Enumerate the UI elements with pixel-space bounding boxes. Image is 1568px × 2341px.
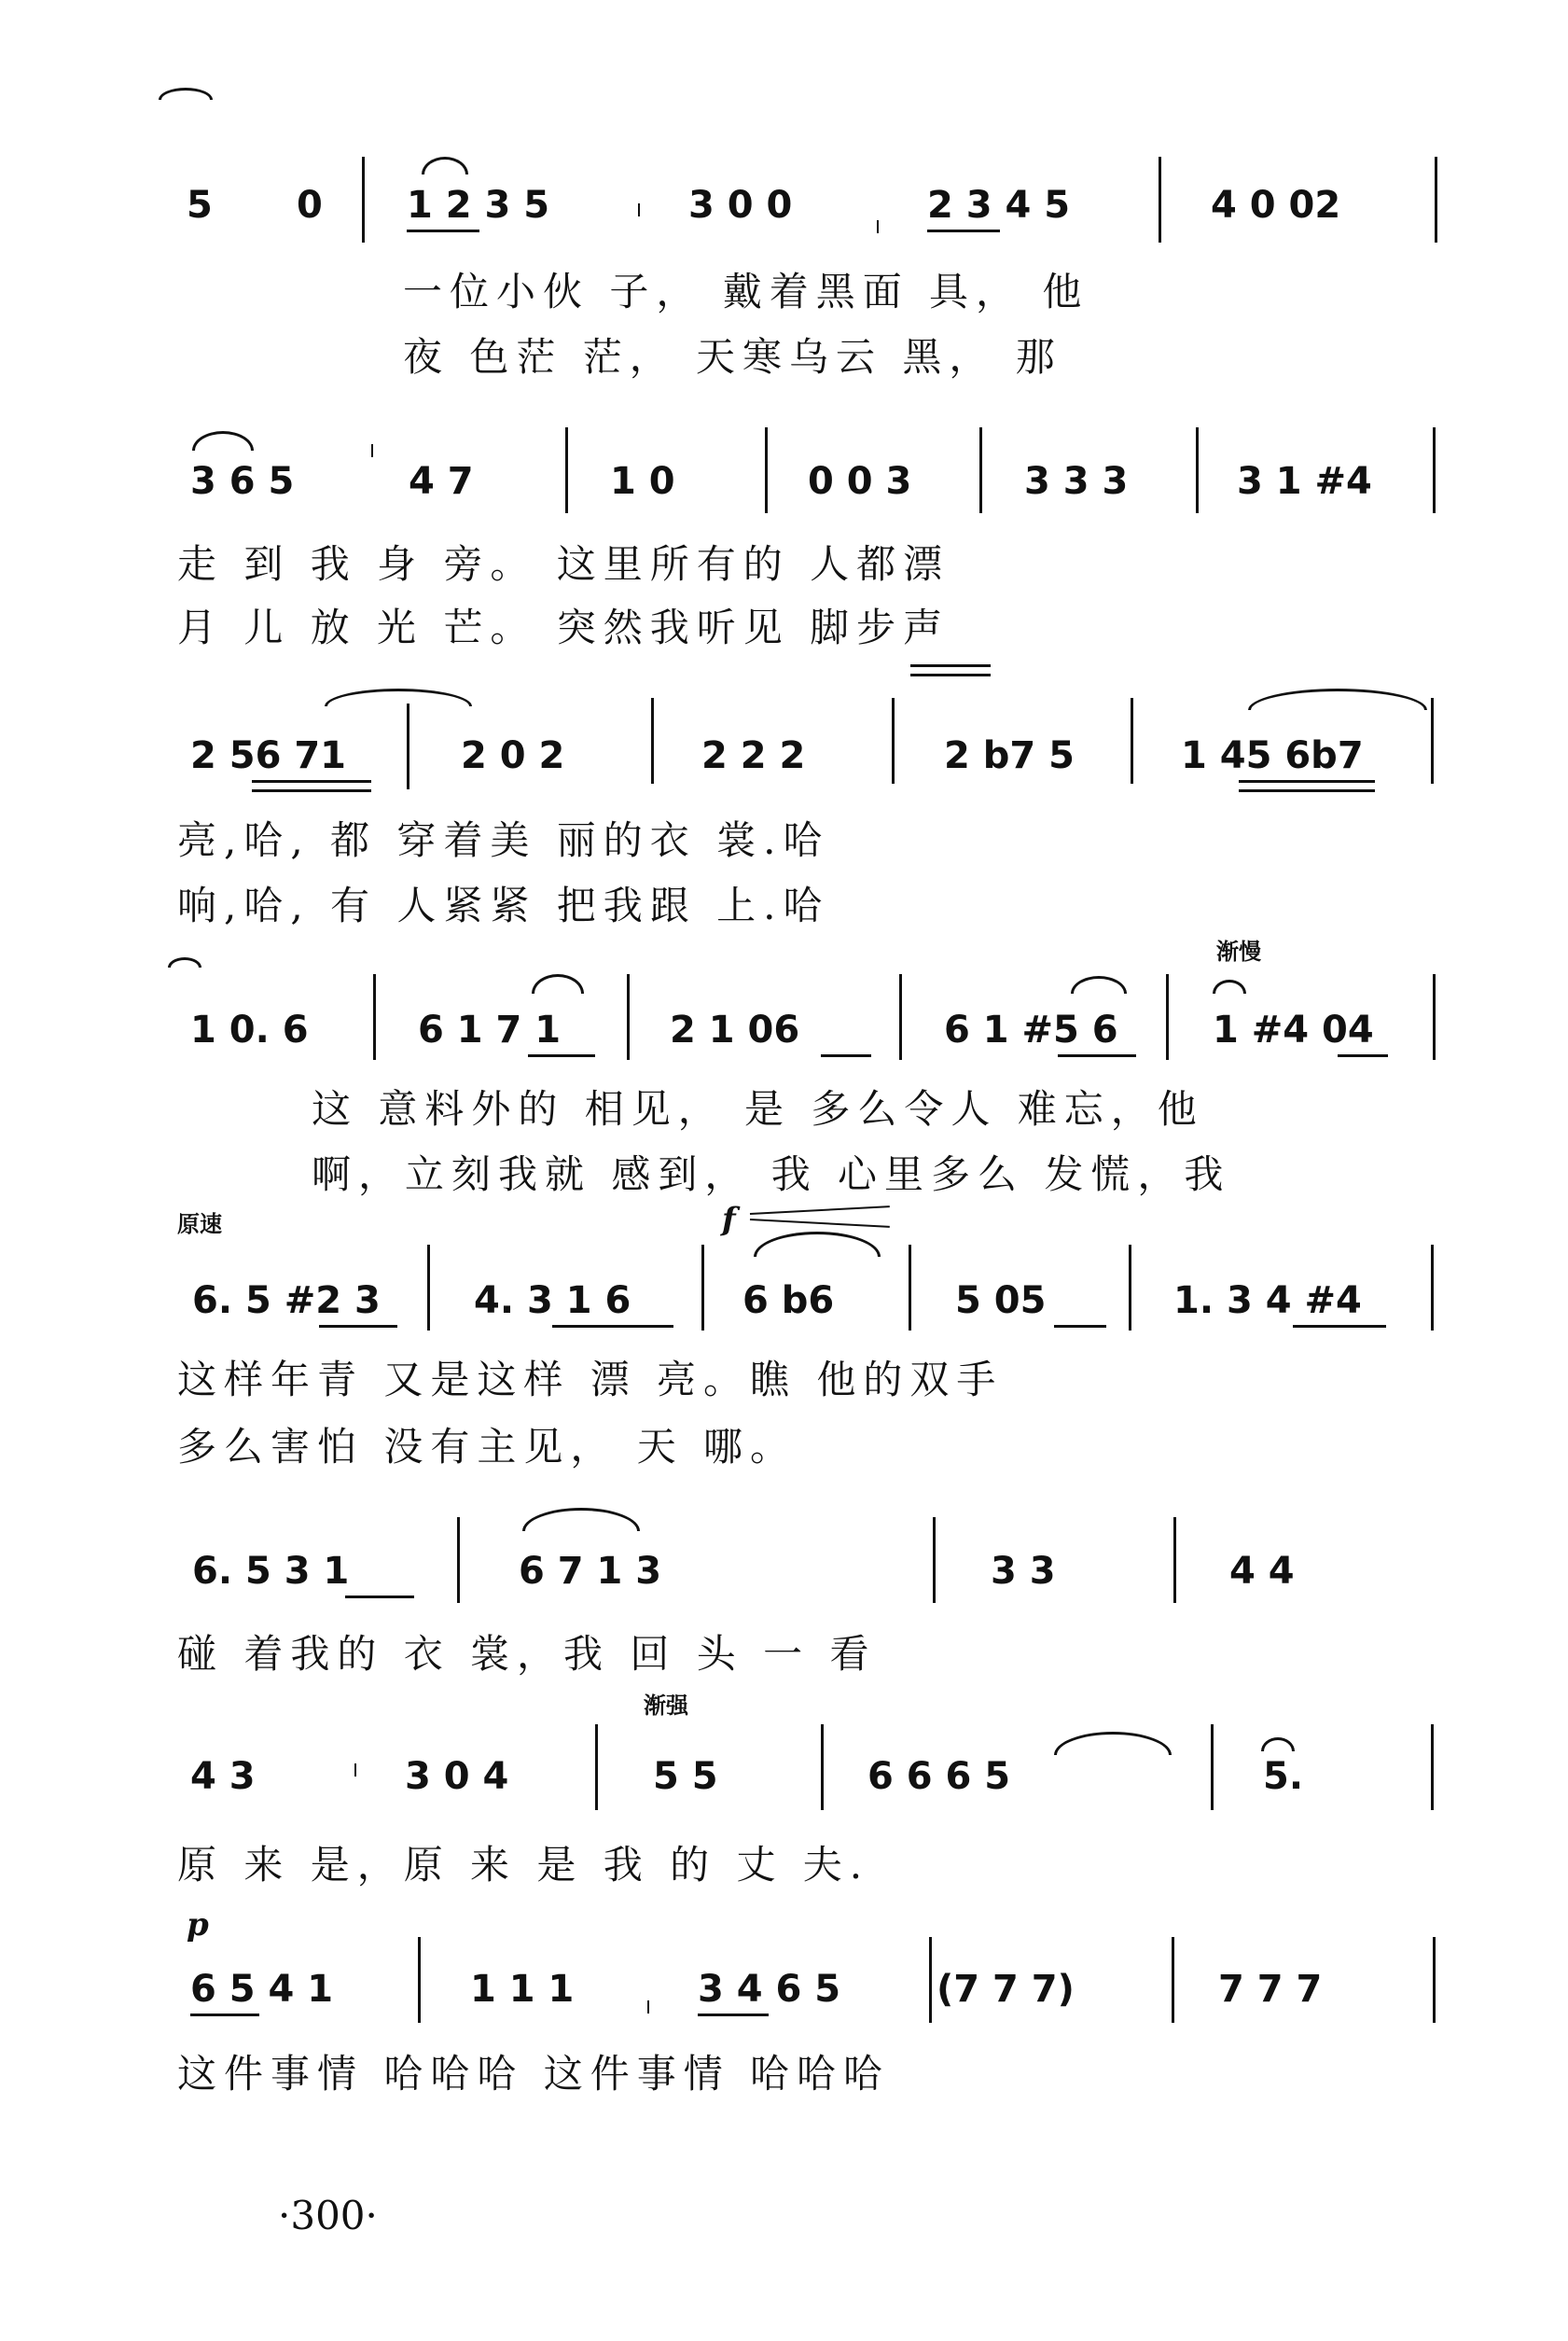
slur (325, 689, 472, 706)
barline (457, 1517, 460, 1603)
notes-measure: 1 1 1 (470, 1968, 575, 2011)
lyrics-verse-1: 碰 着我的 衣 裳，我 回 头 一 看 (177, 1631, 877, 1677)
barline (407, 704, 409, 789)
beam (528, 1054, 595, 1057)
dotted-barline (371, 444, 373, 457)
notes-measure: 3 3 (991, 1550, 1056, 1593)
barline (892, 698, 895, 784)
slur (192, 431, 254, 451)
notes-measure: 4. 3 1 6 (474, 1279, 631, 1322)
lyrics-verse-2: 啊，立刻我就 感到， 我 心里多么 发慌，我 (312, 1151, 1231, 1197)
notes-measure: 1 0 (610, 460, 675, 503)
barline (1159, 157, 1161, 243)
notes-measure: 0 (297, 184, 323, 227)
beam (1239, 780, 1375, 783)
barline (979, 427, 982, 513)
notes-measure: 2 1 06 (670, 1009, 800, 1052)
barline (651, 698, 654, 784)
beam (1054, 1325, 1106, 1328)
slur (1248, 689, 1427, 710)
notes-measure: 6 b6 (742, 1279, 835, 1322)
slur (422, 157, 468, 174)
barline (627, 974, 630, 1060)
tempo-mark: 渐强 (644, 1693, 688, 1719)
slur (159, 88, 213, 100)
barline (1431, 1724, 1434, 1810)
notes-measure: 3 3 3 (1024, 460, 1129, 503)
fermata (1261, 1737, 1295, 1751)
lyrics-verse-1: 原 来 是，原 来 是 我 的 丈 夫. (177, 1842, 870, 1888)
beam (252, 789, 371, 792)
beam (345, 1596, 414, 1598)
barline (1129, 1245, 1131, 1331)
notes-measure: 5. (1263, 1755, 1304, 1798)
beam (407, 230, 479, 232)
barline (929, 1937, 932, 2023)
notes-measure: 4 7 (409, 460, 474, 503)
dotted-barline (354, 1763, 356, 1777)
notes-measure: 6 5 4 1 (190, 1968, 334, 2011)
lyric-underline (910, 674, 991, 676)
notes-measure: 2 b7 5 (944, 734, 1075, 777)
dotted-barline (877, 220, 879, 233)
notes-measure: 3 6 5 (190, 460, 295, 503)
barline (1196, 427, 1199, 513)
lyrics-verse-1: 这 意料外的 相见， 是 多么令人 难忘，他 (312, 1086, 1204, 1132)
notes-measure: 6 1 7 1 (418, 1009, 562, 1052)
dynamic-mark: p (187, 1906, 209, 1944)
notes-measure: 6 1 #5 6 (944, 1009, 1118, 1052)
barline (362, 157, 365, 243)
barline (565, 427, 568, 513)
notes-measure: 6. 5 3 1 (192, 1550, 350, 1593)
notes-measure: 6. 5 #2 3 (192, 1279, 381, 1322)
beam (252, 780, 371, 783)
barline (1431, 698, 1434, 784)
dotted-barline (638, 203, 640, 216)
tempo-mark: 原速 (177, 1211, 222, 1237)
barline (1433, 1937, 1436, 2023)
notes-measure: 3 0 4 (405, 1755, 509, 1798)
barline (1433, 974, 1436, 1060)
slur (1071, 976, 1127, 994)
barline (427, 1245, 430, 1331)
lyrics-verse-1: 这件事情 哈哈哈 这件事情 哈哈哈 (177, 2051, 891, 2097)
notes-measure: 4 3 (190, 1755, 256, 1798)
barline (1435, 157, 1437, 243)
notes-measure: 2 2 2 (701, 734, 806, 777)
barline (1433, 427, 1436, 513)
beam (1338, 1054, 1388, 1057)
barline (595, 1724, 598, 1810)
notes-measure: 3 1 #4 (1237, 460, 1372, 503)
dotted-barline (647, 2000, 649, 2014)
beam (319, 1325, 397, 1328)
beam (927, 230, 1000, 232)
barline (933, 1517, 936, 1603)
barline (899, 974, 902, 1060)
slur (1054, 1732, 1172, 1755)
notes-measure: 1. 3 4 #4 (1173, 1279, 1362, 1322)
notes-measure: 1 2 3 5 (407, 184, 550, 227)
beam (1239, 789, 1375, 792)
beam (552, 1325, 673, 1328)
fermata (1213, 980, 1246, 994)
notes-measure: 5 (187, 184, 213, 227)
notes-measure: 0 0 3 (808, 460, 912, 503)
barline (418, 1937, 421, 2023)
barline (821, 1724, 824, 1810)
notes-measure: 3 4 6 5 (698, 1968, 841, 2011)
notes-measure: 1 45 6b7 (1181, 734, 1364, 777)
lyrics-verse-2: 夜 色茫 茫， 天寒乌云 黑， 那 (403, 334, 1062, 380)
notes-measure: 4 0 02 (1211, 184, 1341, 227)
notes-measure: 5 5 (653, 1755, 718, 1798)
dynamic-mark: f (722, 1201, 736, 1238)
slur (532, 974, 584, 994)
notes-measure: 1 #4 04 (1213, 1009, 1374, 1052)
barline (1211, 1724, 1214, 1810)
barline (1131, 698, 1133, 784)
notes-measure: 3 0 0 (688, 184, 793, 227)
tempo-mark: 渐慢 (1216, 939, 1261, 965)
lyrics-verse-2: 月 儿 放 光 芒。 突然我听见 脚步声 (177, 605, 951, 650)
lyrics-verse-1: 一位小伙 子， 戴着黑面 具， 他 (403, 269, 1089, 314)
barline (909, 1245, 911, 1331)
notes-measure: 7 7 7 (1218, 1968, 1323, 2011)
slur (168, 957, 201, 968)
lyric-underline (910, 664, 991, 667)
beam (190, 2014, 259, 2016)
beam (1293, 1325, 1386, 1328)
notes-measure: 2 0 2 (461, 734, 565, 777)
barline (1173, 1517, 1176, 1603)
lyrics-verse-1: 亮,哈, 都 穿着美 丽的衣 裳.哈 (177, 817, 830, 863)
barline (373, 974, 376, 1060)
lyrics-verse-1: 这样年青 又是这样 漂 亮。瞧 他的双手 (177, 1357, 1004, 1402)
notes-measure: 2 3 4 5 (927, 184, 1071, 227)
beam (1058, 1054, 1136, 1057)
beam (821, 1054, 871, 1057)
notes-measure: 6 7 1 3 (519, 1550, 662, 1593)
tie (754, 1232, 881, 1257)
barline (701, 1245, 704, 1331)
notes-measure: 4 4 (1229, 1550, 1295, 1593)
lyrics-verse-1: 走 到 我 身 旁。 这里所有的 人都漂 (177, 541, 951, 587)
barline (1431, 1245, 1434, 1331)
lyrics-verse-2: 多么害怕 没有主见， 天 哪。 (177, 1424, 798, 1470)
barline (1172, 1937, 1174, 2023)
page-number: ·300· (278, 2193, 378, 2238)
notes-measure: (7 7 7) (937, 1968, 1075, 2011)
notes-measure: 6 6 6 5 (867, 1755, 1011, 1798)
barline (765, 427, 768, 513)
crescendo-hairpin (750, 1205, 890, 1215)
notes-measure: 1 0. 6 (190, 1009, 309, 1052)
crescendo-hairpin (750, 1219, 890, 1228)
lyrics-verse-2: 响,哈, 有 人紧紧 把我跟 上.哈 (177, 883, 830, 928)
slur (522, 1508, 640, 1531)
notes-measure: 5 05 (955, 1279, 1047, 1322)
beam (698, 2014, 769, 2016)
notes-measure: 2 56 71 (190, 734, 347, 777)
barline (1166, 974, 1169, 1060)
